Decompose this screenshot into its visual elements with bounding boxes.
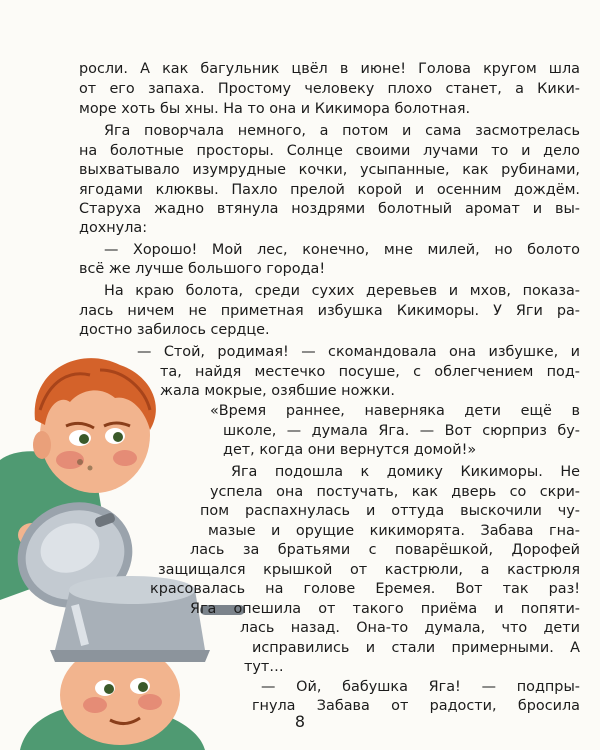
- text-line: мазые и орущие кикиморята. Забава гна-: [208, 523, 580, 539]
- text-line: море хоть бы хны. На то она и Кикимора болотная.: [79, 101, 471, 117]
- text-line: защищался крышкой от кастрюли, а кастрюля: [158, 562, 580, 578]
- text-line: та, найдя местечко посуше, с облегчением под-: [160, 364, 580, 380]
- text-line: — Хорошо! Мой лес, конечно, мне милей, но болото: [104, 242, 580, 258]
- text-line: Яга опешила от такого приёма и попяти-: [190, 601, 580, 617]
- text-line: лась назад. Она-то думала, что дети: [240, 620, 580, 636]
- text-line: на болотные просторы. Солнце своими лучами то и дело: [79, 143, 580, 159]
- text-line: росли. А как багульник цвёл в июне! Голова кругом шла: [79, 61, 580, 77]
- text-line: дохнула:: [79, 220, 148, 236]
- text-line: всё же лучше большого города!: [79, 261, 326, 277]
- text-line: успела она постучать, как дверь со скри-: [210, 484, 580, 500]
- text-line: достно забилось сердце.: [79, 322, 270, 338]
- text-line: Старуха жадно втянула ноздрями болотный аромат и вы-: [79, 201, 580, 217]
- text-line: тут…: [244, 659, 284, 675]
- text-line: лась за братьями с поварёшкой, Дорофей: [190, 542, 580, 558]
- text-line: Яга подошла к домику Кикиморы. Не: [231, 464, 580, 480]
- text-line: красовалась на голове Еремея. Вот так раз!: [150, 581, 580, 597]
- text-line: дет, когда они вернутся домой!»: [223, 442, 477, 458]
- text-line: гнула Забава от радости, бросила: [252, 698, 580, 714]
- page-number: 8: [294, 712, 306, 731]
- text-line: от его запаха. Простому человеку плохо станет, а Кики-: [79, 81, 580, 97]
- text-line: школе, — думала Яга. — Вот сюрприз бу-: [223, 423, 580, 439]
- text-line: пом распахнулась и оттуда выскочили чу-: [200, 503, 580, 519]
- text-line: — Стой, родимая! — скомандовала она избушке, и: [137, 344, 580, 360]
- text-line: лась ничем не приметная избушка Кикиморы. У Яги ра-: [79, 303, 580, 319]
- text-line: «Время раннее, наверняка дети ещё в: [210, 403, 580, 419]
- text-line: Яга поворчала немного, а потом и сама засмотрелась: [104, 123, 580, 139]
- text-line: — Ой, бабушка Яга! — подпры-: [261, 679, 580, 695]
- text-line: исправились и стали примерными. А: [252, 640, 580, 656]
- text-line: жала мокрые, озябшие ножки.: [160, 383, 395, 399]
- text-line: ягодами клюквы. Пахло прелой корой и осенним дождём.: [79, 182, 580, 198]
- text-line: выхватывало изумрудные кочки, усыпанные, как рубинами,: [79, 162, 580, 178]
- text-line: На краю болота, среди сухих деревьев и мхов, показа-: [104, 283, 580, 299]
